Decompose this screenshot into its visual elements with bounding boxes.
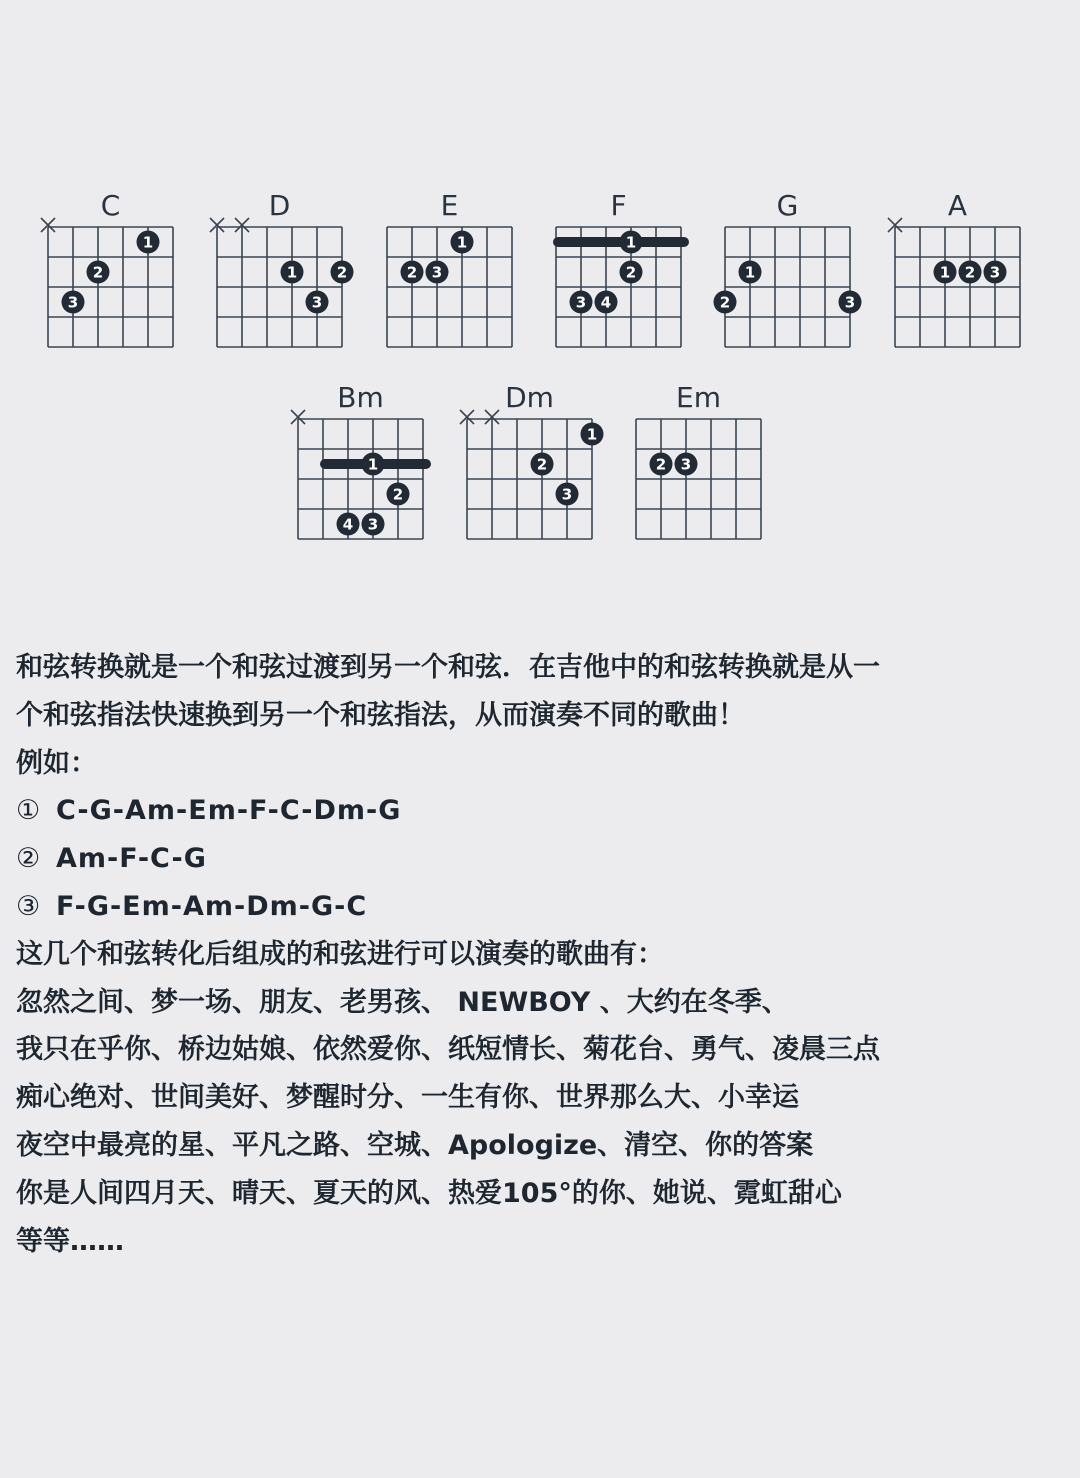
finger-number: 1 xyxy=(744,263,756,282)
chord-name: A xyxy=(947,189,968,222)
finger-number: 3 xyxy=(989,263,1001,282)
finger-dot xyxy=(362,513,385,536)
progression-marker: ② xyxy=(16,843,41,875)
finger-dot xyxy=(401,261,424,284)
finger-dot xyxy=(581,423,604,446)
intro-line-1: 和弦转换就是一个和弦过渡到另一个和弦．在吉他中的和弦转换就是从一 xyxy=(16,652,880,683)
finger-dot xyxy=(387,483,410,506)
chord-chart-svg xyxy=(0,0,1080,600)
chord-diagram-f xyxy=(556,189,684,347)
finger-dot xyxy=(620,261,643,284)
finger-dot xyxy=(839,291,862,314)
finger-number: 3 xyxy=(431,263,443,282)
finger-dot xyxy=(650,453,673,476)
songs-heading: 这几个和弦转化后组成的和弦进行可以演奏的歌曲有： xyxy=(16,938,664,970)
chord-diagram-c xyxy=(41,189,173,347)
finger-number: 3 xyxy=(311,293,323,312)
chord-name: Em xyxy=(676,381,721,414)
songs-line-3: 痴心绝对、世间美好、梦醒时分、一生有你、世界那么大、小幸运 xyxy=(16,1082,799,1114)
songs-line-6: 等等…… xyxy=(16,1225,124,1257)
chord-name: E xyxy=(440,189,459,222)
chord-diagram-a xyxy=(888,189,1020,347)
progression-text: C-G-Am-Em-F-C-Dm-G xyxy=(56,795,402,827)
chord-diagram-g xyxy=(714,189,862,347)
chord-name: Bm xyxy=(337,381,384,414)
finger-number: 1 xyxy=(367,455,379,474)
finger-number: 3 xyxy=(367,515,379,534)
chord-name: D xyxy=(268,189,291,222)
example-label: 例如： xyxy=(16,747,97,779)
finger-number: 1 xyxy=(142,233,154,252)
chord-diagram-em xyxy=(636,381,761,539)
finger-number: 2 xyxy=(625,263,637,282)
finger-number: 3 xyxy=(680,455,692,474)
finger-number: 2 xyxy=(92,263,104,282)
finger-dot xyxy=(281,261,304,284)
finger-number: 1 xyxy=(625,233,637,252)
finger-number: 3 xyxy=(575,293,587,312)
finger-dot xyxy=(934,261,957,284)
finger-number: 1 xyxy=(939,263,951,282)
chord-diagram-d xyxy=(210,189,354,347)
progression-2 xyxy=(16,835,1066,883)
finger-dot xyxy=(451,231,474,254)
finger-dot xyxy=(337,513,360,536)
finger-number: 2 xyxy=(406,263,418,282)
songs-line-2: 我只在乎你、桥边姑娘、依然爱你、纸短情长、菊花台、勇气、凌晨三点 xyxy=(16,1034,880,1066)
finger-dot xyxy=(331,261,354,284)
chord-name: F xyxy=(610,189,627,222)
finger-dot xyxy=(675,453,698,476)
progression-3 xyxy=(16,883,1066,931)
finger-number: 2 xyxy=(964,263,976,282)
finger-dot xyxy=(362,453,385,476)
finger-number: 2 xyxy=(719,293,731,312)
finger-number: 3 xyxy=(67,293,79,312)
finger-number: 4 xyxy=(600,293,612,312)
chord-name: C xyxy=(100,189,121,222)
chord-diagrams xyxy=(0,0,1080,600)
finger-number: 4 xyxy=(342,515,354,534)
songs-line-1: 忽然之间、梦一场、朋友、老男孩、 NEWBOY 、大约在冬季、 xyxy=(16,986,789,1018)
finger-number: 2 xyxy=(392,485,404,504)
finger-dot xyxy=(620,231,643,254)
finger-number: 1 xyxy=(456,233,468,252)
finger-number: 3 xyxy=(844,293,856,312)
finger-dot xyxy=(137,231,160,254)
progression-text: F-G-Em-Am-Dm-G-C xyxy=(56,890,368,922)
finger-number: 1 xyxy=(286,263,298,282)
finger-dot xyxy=(570,291,593,314)
progression-text: Am-F-C-G xyxy=(56,843,207,875)
chord-name: Dm xyxy=(505,381,554,414)
finger-number: 2 xyxy=(336,263,348,282)
article-text xyxy=(16,644,1066,1265)
finger-dot xyxy=(306,291,329,314)
songs-line-4: 夜空中最亮的星、平凡之路、空城、Apologize、清空、你的答案 xyxy=(16,1129,814,1161)
chord-diagram-dm xyxy=(460,381,604,539)
progression-1 xyxy=(16,787,1066,835)
finger-dot xyxy=(595,291,618,314)
progression-marker: ① xyxy=(16,795,41,827)
finger-number: 1 xyxy=(586,425,598,444)
progression-marker: ③ xyxy=(16,890,41,922)
finger-number: 2 xyxy=(536,455,548,474)
finger-dot xyxy=(739,261,762,284)
finger-dot xyxy=(426,261,449,284)
chord-diagram-bm xyxy=(291,381,426,539)
chord-diagram-e xyxy=(387,189,512,347)
finger-dot xyxy=(959,261,982,284)
intro-line-2: 个和弦指法快速换到另一个和弦指法，从而演奏不同的歌曲！ xyxy=(16,699,745,731)
finger-dot xyxy=(714,291,737,314)
finger-number: 2 xyxy=(655,455,667,474)
finger-dot xyxy=(531,453,554,476)
chord-name: G xyxy=(776,189,799,222)
finger-number: 3 xyxy=(561,485,573,504)
songs-line-5: 你是人间四月天、晴天、夏天的风、热爱105°的你、她说、霓虹甜心 xyxy=(16,1177,842,1209)
finger-dot xyxy=(984,261,1007,284)
finger-dot xyxy=(556,483,579,506)
finger-dot xyxy=(87,261,110,284)
finger-dot xyxy=(62,291,85,314)
